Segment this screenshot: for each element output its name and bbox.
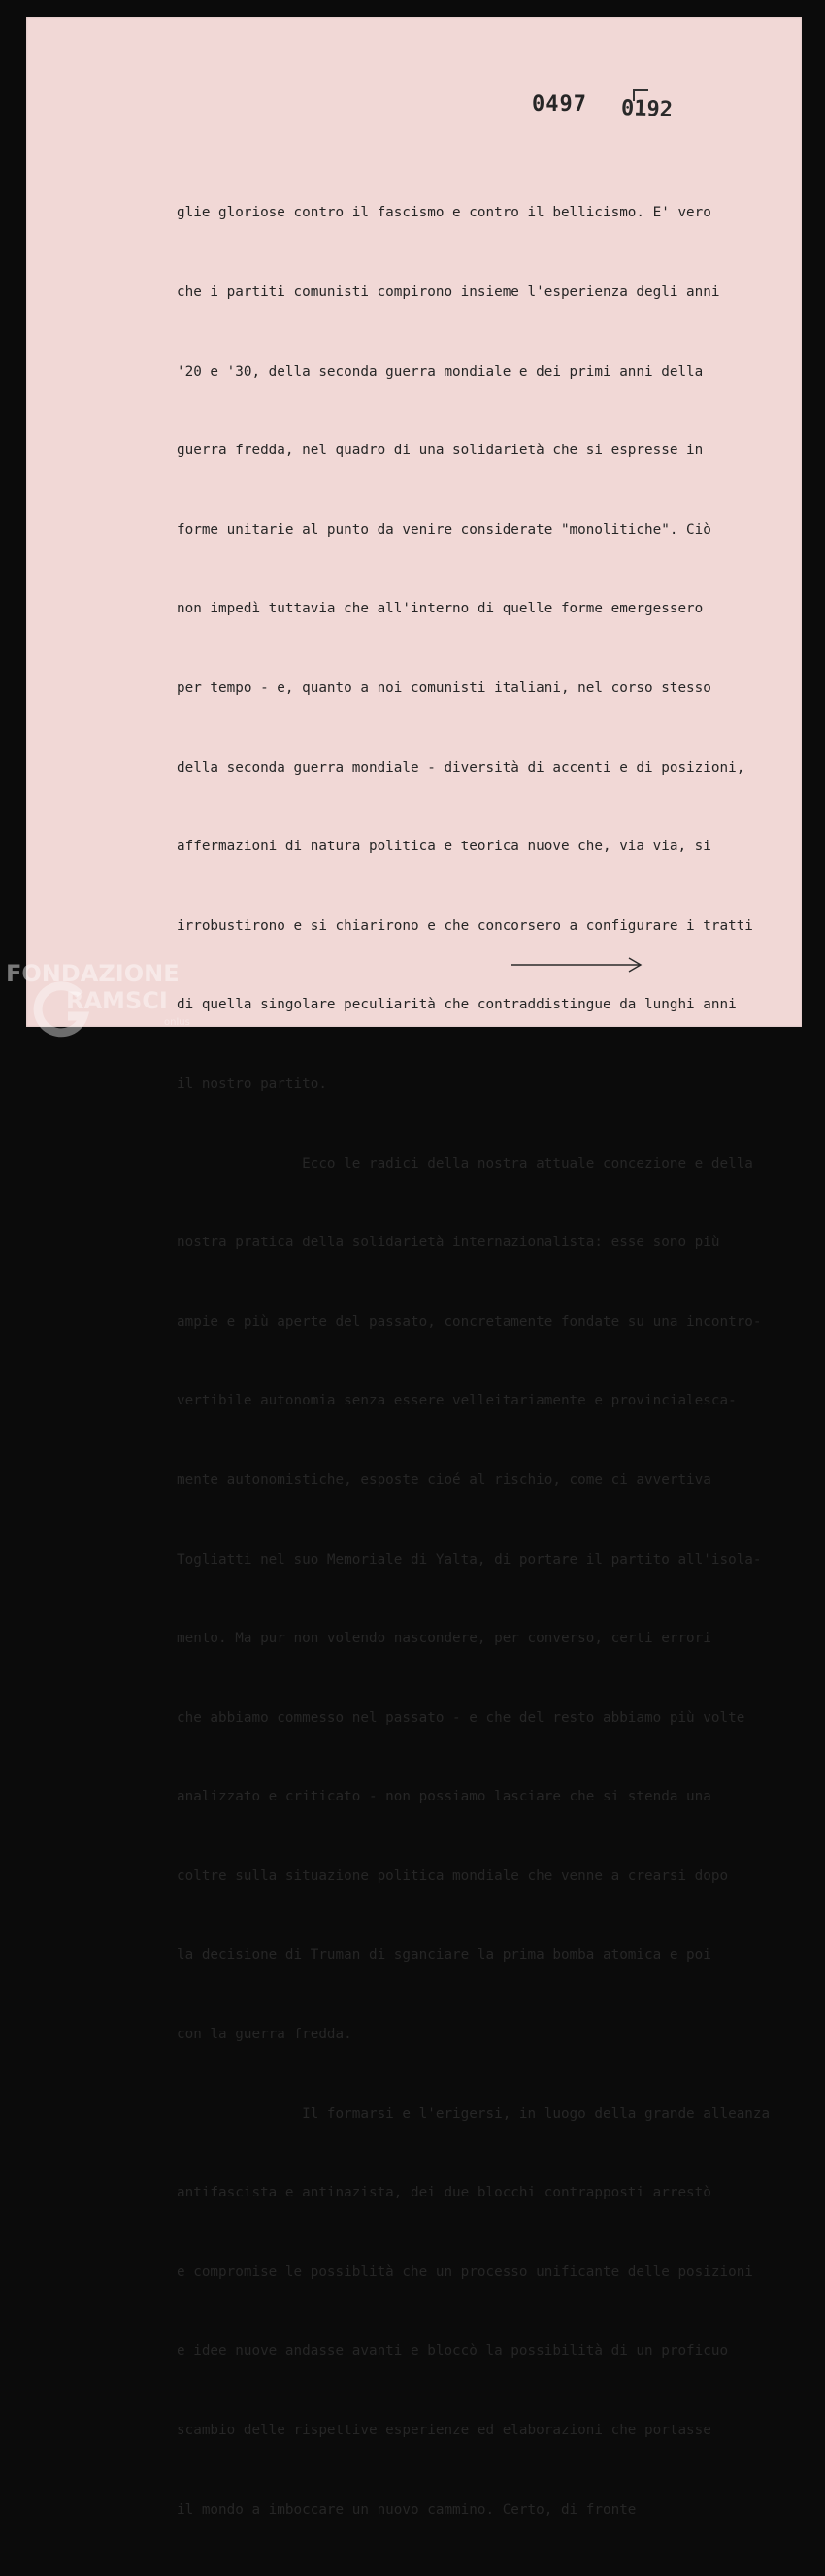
text-line: vertibile autonomia senza essere velleitariamente e provincialesca-: [177, 1393, 737, 1409]
text-line: Il formarsi e l'erigersi, in luogo della grande alleanza: [177, 2105, 771, 2122]
watermark-line-1: FONDAZIONE: [6, 960, 180, 987]
continuation-arrow-icon: [511, 955, 646, 974]
text-line: '20 e '30, della seconda guerra mondiale e dei primi anni della: [177, 363, 704, 380]
text-line: con la guerra fredda.: [177, 2027, 352, 2043]
text-line: analizzato e criticato - non possiamo lasciare che si stenda una: [177, 1789, 711, 1805]
text-line: non impedì tuttavia che all'interno di quelle forme emergessero: [177, 601, 704, 617]
text-line: che i partiti comunisti compirono insieme l'esperienza degli anni: [177, 284, 720, 300]
text-line: Togliatti nel suo Memoriale di Yalta, di portare il partito all'isola-: [177, 1551, 762, 1568]
text-line: il mondo a imboccare un nuovo cammino. Certo, di fronte: [177, 2501, 637, 2518]
archive-number: 0192: [620, 96, 674, 122]
text-line: guerra fredda, nel quadro di una solidarietà che si espresse in: [177, 443, 704, 459]
text-line: della seconda guerra mondiale - diversità di accenti e di posizioni,: [177, 759, 745, 776]
text-line: il nostro partito.: [177, 1075, 327, 1092]
text-line: scambio delle rispettive esperienze ed elaborazioni che portasse: [177, 2423, 711, 2439]
text-line: affermazioni di natura politica e teorica nuove che, via via, si: [177, 839, 711, 855]
text-line: di quella singolare peculiarità che contraddistingue da lunghi anni: [177, 997, 737, 1013]
text-line: la decisione di Truman di sganciare la prima bomba atomica e poi: [177, 1947, 711, 1964]
text-line: glie gloriose contro il fascismo e contro il bellicismo. E' vero: [177, 205, 711, 221]
text-line: mente autonomistiche, esposte cioé al rischio, come ci avvertiva: [177, 1471, 711, 1488]
watermark-line-3: onlus: [164, 1017, 190, 1028]
text-line: coltre sulla situazione politica mondiale che venne a crearsi dopo: [177, 1867, 729, 1884]
text-line: forme unitarie al punto da venire considerate "monolitiche". Ciò: [177, 521, 711, 538]
watermark-line-2: RAMSCI: [66, 987, 168, 1014]
document-body: [177, 148, 771, 2576]
text-line: Ecco le radici della nostra attuale concezione e della: [177, 1155, 753, 1172]
text-line: che abbiamo commesso nel passato - e che del resto abbiamo più volte: [177, 1709, 745, 1726]
text-line: antifascista e antinazista, dei due blocchi contrapposti arrestò: [177, 2185, 711, 2201]
text-line: nostra pratica della solidarietà internazionalista: esse sono più: [177, 1235, 720, 1251]
fondazione-gramsci-watermark: [4, 956, 208, 1043]
text-line: e compromise le possiblità che un processo unificante delle posizioni: [177, 2263, 753, 2280]
text-line: per tempo - e, quanto a noi comunisti italiani, nel corso stesso: [177, 679, 711, 696]
text-line: ampie e più aperte del passato, concretamente fondate su una incontro-: [177, 1313, 762, 1330]
text-line: e idee nuove andasse avanti e bloccò la possibilità di un proficuo: [177, 2343, 729, 2360]
page-number: 0497: [532, 92, 587, 116]
text-line: irrobustirono e si chiarirono e che concorsero a configurare i tratti: [177, 917, 753, 934]
text-line: mento. Ma pur non volendo nascondere, per converso, certi errori: [177, 1631, 711, 1647]
